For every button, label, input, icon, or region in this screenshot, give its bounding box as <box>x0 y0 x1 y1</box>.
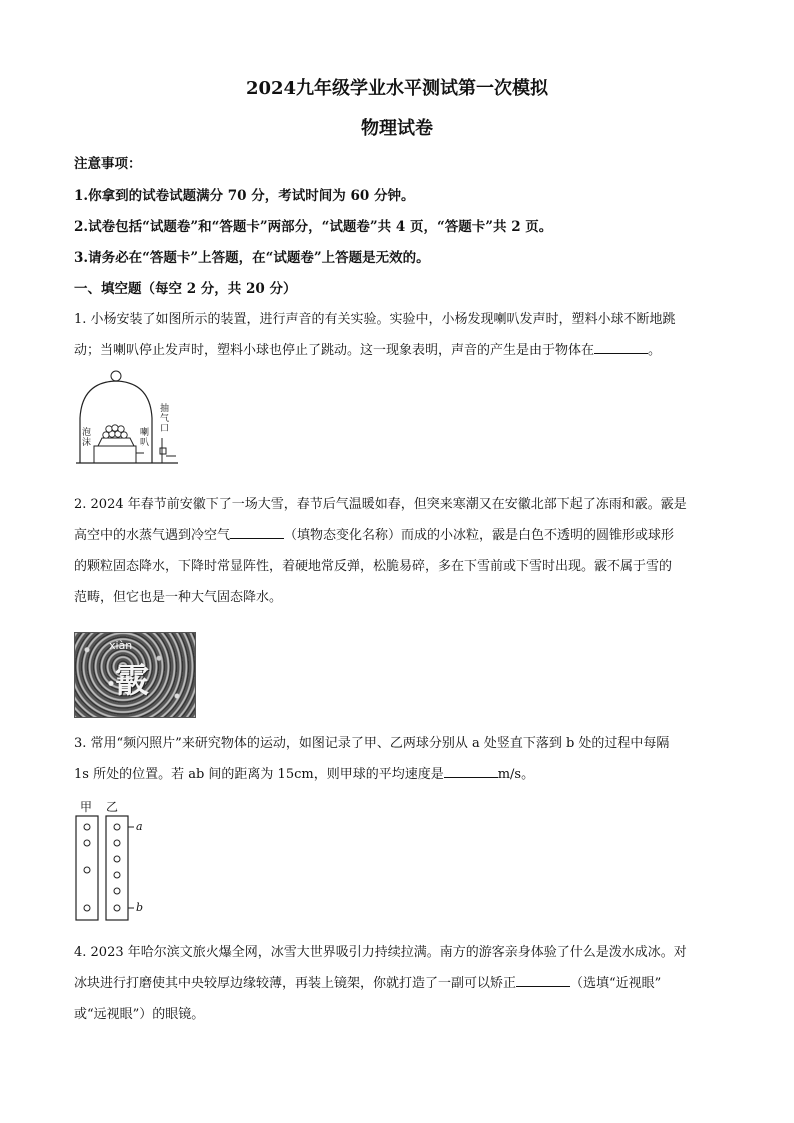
notice-item-1: 1.你拿到的试卷试题满分 70 分，考试时间为 60 分钟。 <box>74 188 415 204</box>
pump-label: 抽气口 <box>160 404 170 434</box>
section-heading: 一、填空题（每空 2 分，共 20 分） <box>74 281 297 297</box>
graupel-character: 霰 <box>115 661 149 701</box>
question-4-line-3: 或“远视眼”）的眼镜。 <box>74 1007 205 1022</box>
answer-blank-3[interactable] <box>444 763 498 778</box>
question-3-line-2: 1s 所处的位置。若 ab 间的距离为 15cm，则甲球的平均速度是 <box>74 767 444 782</box>
question-1-line-2: 动；当喇叭停止发声时，塑料小球也停止了跳动。这一现象表明，声音的产生是由于物体在 <box>74 343 595 358</box>
question-1-line-2-end: 。 <box>648 343 662 358</box>
question-3-line-2-end: m/s。 <box>497 767 535 782</box>
strobe-figure <box>74 798 154 922</box>
label-jia: 甲 <box>80 800 93 814</box>
question-4 <box>74 937 722 1030</box>
question-2-line-1: 2. 2024 年春节前安徽下了一场大雪，春节后气温暖如春，但突来寒潮又在安徽北部下起了冻雨和霰。霰是 <box>74 497 687 512</box>
notice-item-3: 3.请务必在“答题卡”上答题，在“试题卷”上答题是无效的。 <box>74 250 430 266</box>
question-4-line-2: 冰块进行打磨使其中央较厚边缘较薄，再装上镜架，你就打造了一副可以矫正 <box>74 976 517 991</box>
question-2-line-2: 高空中的水蒸气遇到冷空气 <box>74 528 231 543</box>
page-subtitle: 物理试卷 <box>361 118 433 139</box>
question-2-line-4: 范畴，但它也是一种大气固态降水。 <box>74 590 283 605</box>
question-2 <box>74 489 722 613</box>
answer-blank-1[interactable] <box>594 339 648 354</box>
question-3 <box>74 728 722 790</box>
label-a: a <box>136 820 143 833</box>
question-2-line-2-end: （填物态变化名称）而成的小冰粒，霰是白色不透明的圆锥形或球形 <box>284 528 675 543</box>
foam-label: 泡沫 <box>82 428 92 448</box>
answer-blank-4[interactable] <box>516 972 570 987</box>
answer-blank-2[interactable] <box>230 524 284 539</box>
question-4-line-2-end: （选填“近视眼” <box>570 976 662 991</box>
question-3-line-1: 3. 常用“频闪照片”来研究物体的运动，如图记录了甲、乙两球分别从 a 处竖直下落到 b 处的过程中每隔 <box>74 736 670 751</box>
notice-item-2: 2.试卷包括“试题卷”和“答题卡”两部分，“试题卷”共 4 页，“答题卡”共 2 页。 <box>74 219 553 235</box>
question-1-line-1: 1. 小杨安装了如图所示的装置，进行声音的有关实验。实验中，小杨发现喇叭发声时，塑料小球不断地跳 <box>74 312 676 327</box>
notice-heading: 注意事项： <box>74 156 142 172</box>
question-2-line-3: 的颗粒固态降水，下降时常显阵性，着硬地常反弹，松脆易碎，多在下雪前或下雪时出现。霰不属于雪的 <box>74 559 673 574</box>
page-title: 2024九年级学业水平测试第一次模拟 <box>245 78 549 99</box>
label-b: b <box>136 901 144 914</box>
bell-jar-figure <box>74 368 184 468</box>
pinyin-label: xiàn <box>109 639 133 652</box>
graupel-photo <box>74 632 196 718</box>
question-4-line-1: 4. 2023 年哈尔滨文旅火爆全网，冰雪大世界吸引力持续拉满。南方的游客亲身体验了什么是泼水成冰。对 <box>74 945 687 960</box>
question-1 <box>74 304 722 366</box>
label-yi: 乙 <box>106 800 119 814</box>
speaker-label: 喇叭 <box>140 428 150 448</box>
